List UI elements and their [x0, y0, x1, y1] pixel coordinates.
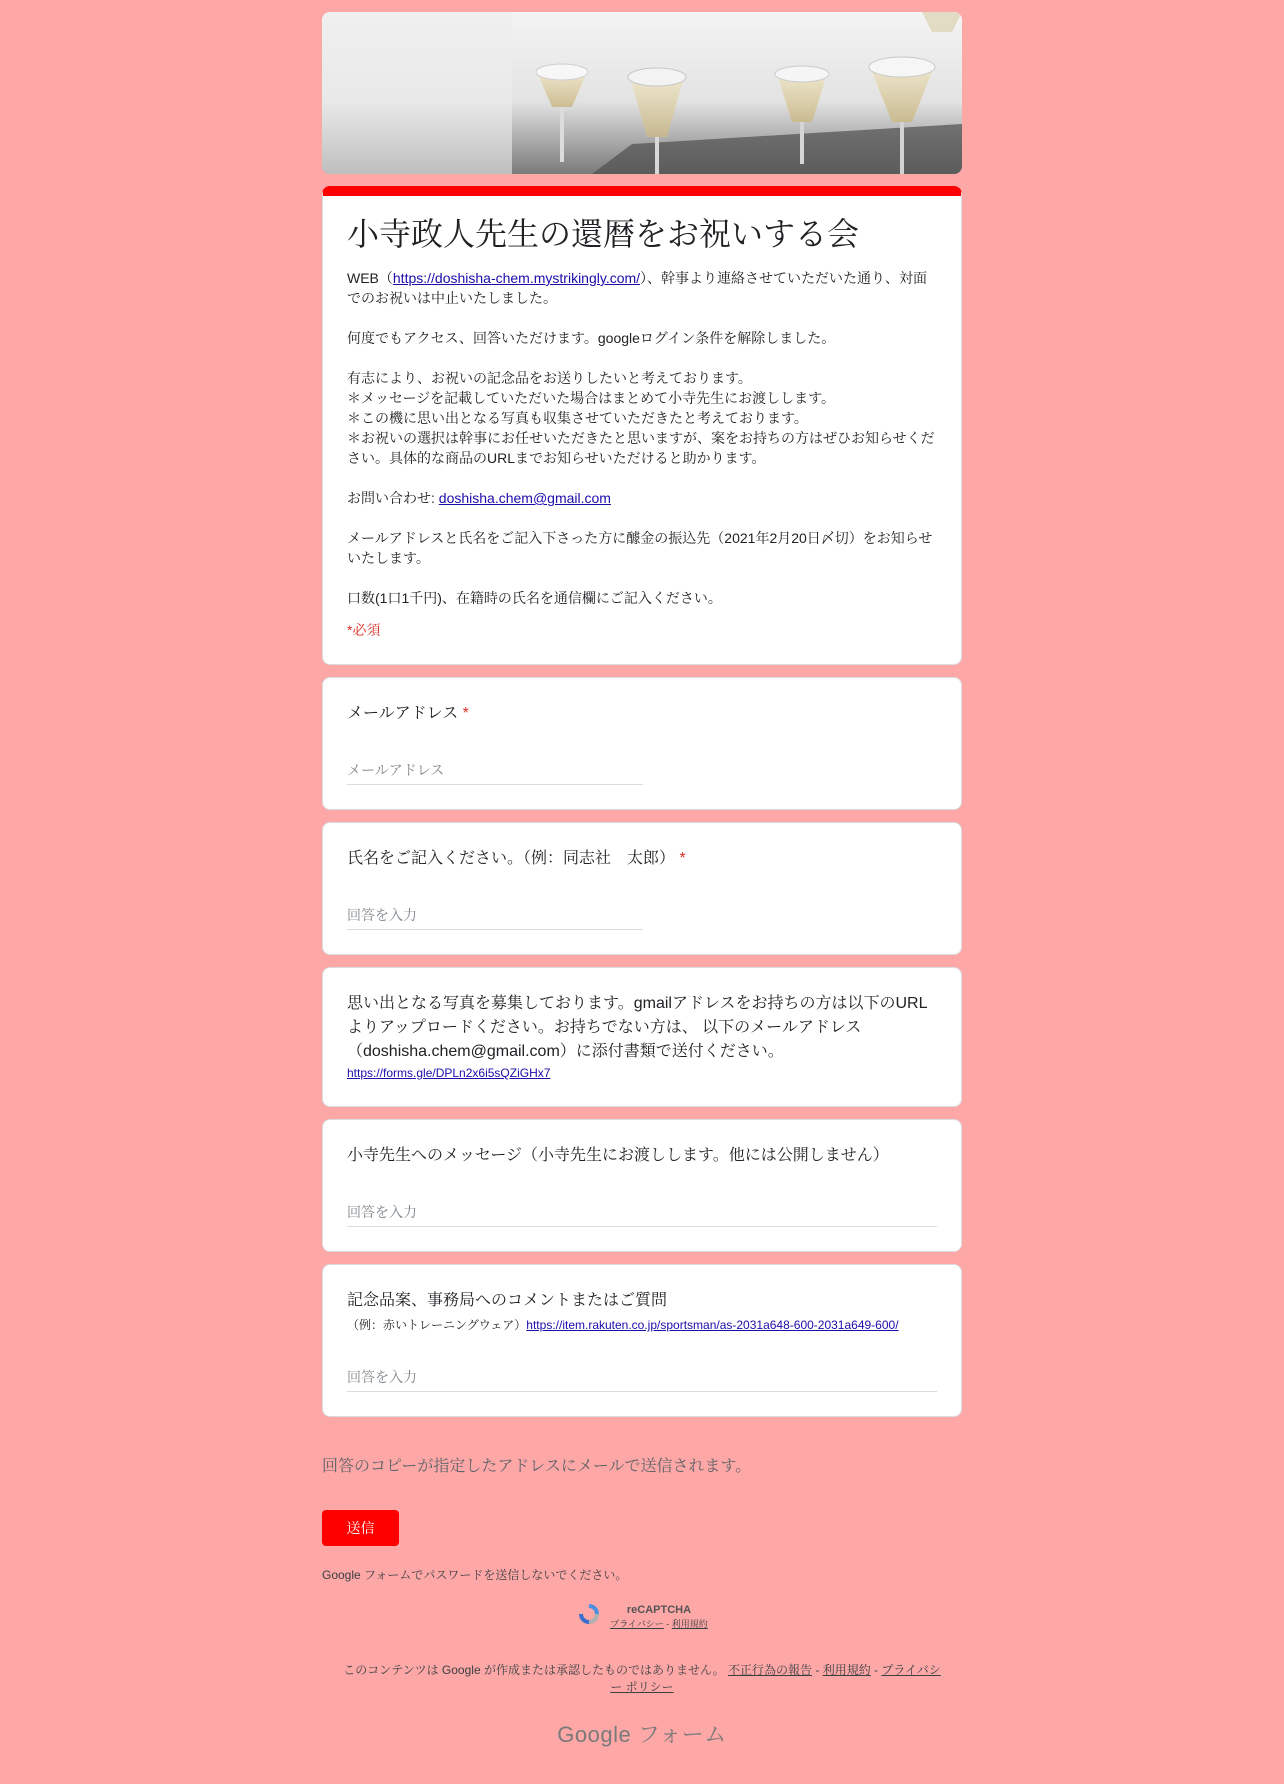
- copy-note: 回答のコピーが指定したアドレスにメールで送信されます。: [322, 1458, 752, 1475]
- question-comment-help: [347, 1317, 937, 1333]
- question-comment-label: 記念品案、事務局へのコメントまたはご質問: [347, 1292, 668, 1309]
- google-forms-logo[interactable]: [322, 1718, 962, 1749]
- logo-google-text: Google: [557, 1722, 632, 1747]
- help-prefix: （例：赤いトレーニングウェア）: [347, 1318, 527, 1332]
- desc-gift-4: ＊お祝いの選択は幹事にお任せいただきたと思いますが、案をお持ちの方はぜひお知らせください。具体的な商品のURLまでお知らせいただけると助かります。: [347, 430, 935, 466]
- question-comment: [322, 1264, 962, 1417]
- question-email: [322, 677, 962, 810]
- example-product-link[interactable]: https://item.rakuten.co.jp/sportsman/as-2031a648-600-2031a649-600/: [526, 1318, 899, 1332]
- form-description: [347, 268, 937, 608]
- required-note: *必須: [347, 622, 381, 638]
- recaptcha-title: reCAPTCHA: [626, 1603, 692, 1616]
- form-header-card: [322, 186, 962, 665]
- recaptcha-text: [610, 1603, 708, 1631]
- recaptcha-separator: -: [663, 1618, 672, 1629]
- name-input[interactable]: [347, 901, 643, 930]
- footer-separator: -: [812, 1663, 823, 1677]
- disclaimer-text: このコンテンツは Google が作成または承認したものではありません。: [343, 1663, 725, 1677]
- submit-button[interactable]: 送信: [322, 1510, 399, 1546]
- report-abuse-link[interactable]: 不正行為の報告: [728, 1663, 813, 1677]
- header-image: [322, 12, 962, 174]
- recaptcha-links: [610, 1617, 708, 1631]
- desc-contact: [347, 488, 937, 508]
- disclaimer: [322, 1662, 962, 1696]
- desc-web-suffix: ）、幹事より連絡させていただいた通り、対面でのお祝いは中止いたしました。: [347, 270, 928, 306]
- desc-gift-2: ＊メッセージを記載していただいた場合はまとめて小寺先生にお渡しします。: [347, 390, 836, 406]
- footer-separator: -: [870, 1663, 882, 1677]
- photo-upload-link[interactable]: https://forms.gle/DPLn2x6i5sQZiGHx7: [347, 1066, 551, 1080]
- required-star: *: [679, 850, 686, 867]
- form-container: [322, 0, 962, 1749]
- email-input[interactable]: [347, 756, 643, 785]
- desc-web-prefix: WEB（: [347, 270, 393, 286]
- question-name: [322, 822, 962, 955]
- question-name-title: [347, 847, 937, 871]
- privacy-policy-link[interactable]: プライバシー ポリシー: [610, 1663, 941, 1694]
- recaptcha-badge: [322, 1601, 962, 1632]
- password-warning: Google フォームでパスワードを送信しないでください。: [322, 1568, 628, 1582]
- recaptcha-terms-link[interactable]: 利用規約: [671, 1618, 708, 1629]
- contact-email-link[interactable]: doshisha.chem@gmail.com: [438, 490, 611, 506]
- comment-input[interactable]: [347, 1363, 937, 1392]
- champagne-glasses-illustration: [322, 12, 962, 174]
- terms-link[interactable]: 利用規約: [822, 1663, 871, 1677]
- contact-label: お問い合わせ:: [347, 490, 439, 506]
- desc-access: 何度でもアクセス、回答いただけます。googleログイン条件を解除しました。: [347, 330, 836, 346]
- question-message-label: 小寺先生へのメッセージ（小寺先生にお渡しします。他には公開しません）: [347, 1147, 889, 1164]
- form-title: 小寺政人先生の還暦をお祝いする会: [347, 216, 860, 252]
- question-email-label: メールアドレス: [347, 705, 459, 722]
- message-input[interactable]: [347, 1198, 937, 1227]
- desc-fund: メールアドレスと氏名をご記入下さった方に醵金の振込先（2021年2月20日〆切）をお知らせいたします。: [347, 530, 933, 566]
- website-link[interactable]: https://doshisha-chem.mystrikingly.com/: [392, 270, 641, 286]
- question-photo-label: 思い出となる写真を募集しております。gmailアドレスをお持ちの方は以下のURLよりアップロードください。お持ちでない方は、 以下のメールアドレス（doshisha.chem@gmail.com）に添付書類で送付ください。: [347, 995, 928, 1060]
- question-photo: [322, 967, 962, 1107]
- recaptcha-privacy-link[interactable]: プライバシー: [610, 1618, 664, 1629]
- recaptcha-icon: [576, 1601, 602, 1632]
- logo-forms-text: フォーム: [631, 1722, 727, 1747]
- desc-units: 口数(1口1千円)、在籍時の氏名を通信欄にご記入ください。: [347, 590, 722, 606]
- desc-web-line: [347, 268, 937, 308]
- required-star: *: [462, 705, 469, 722]
- question-name-label: 氏名をご記入ください。（例：同志社 太郎）: [347, 850, 676, 867]
- question-email-title: [347, 702, 937, 726]
- question-message: [322, 1119, 962, 1252]
- desc-gift-3: ＊この機に思い出となる写真も収集させていただきたと考えております。: [347, 410, 808, 426]
- desc-gift-1: 有志により、お祝いの記念品をお送りしたいと考えております。: [347, 370, 752, 386]
